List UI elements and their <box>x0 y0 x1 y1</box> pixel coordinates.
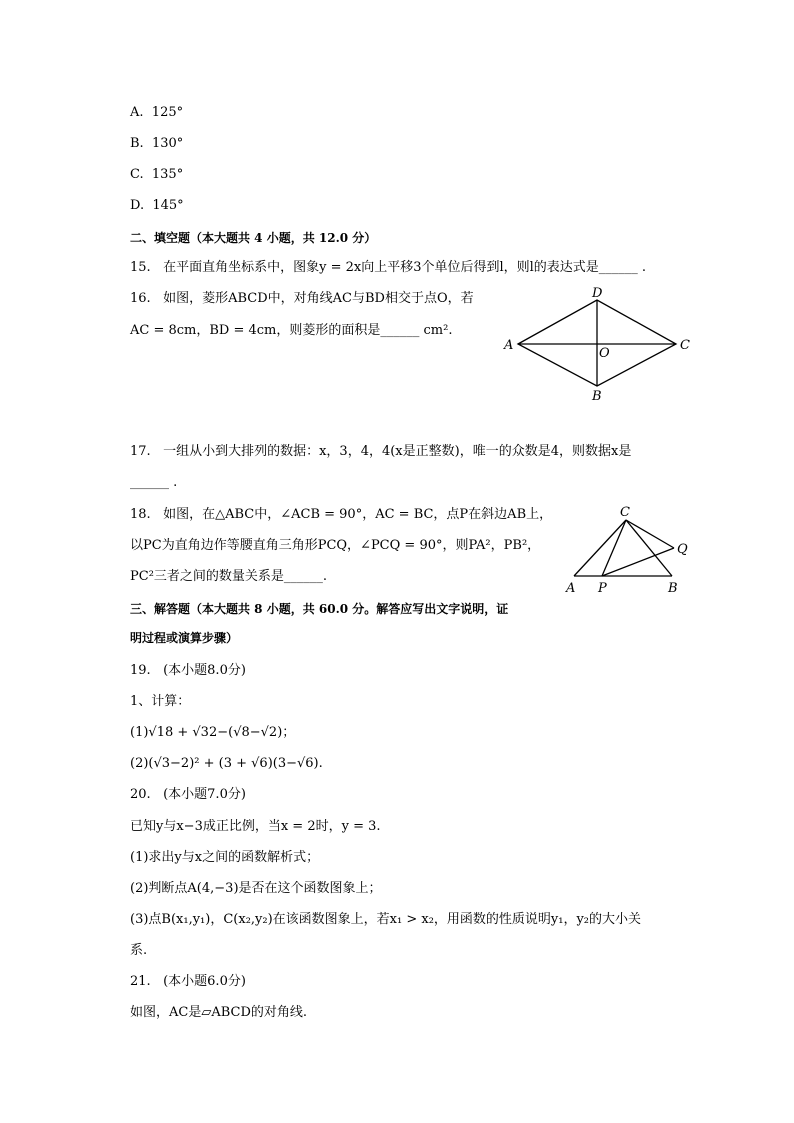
question-20-stem: 已知y与x−3成正比例，当x = 2时，y = 3. <box>130 819 381 834</box>
option-d-label: D. <box>130 198 145 213</box>
section-3-heading-line-2: 明过程或演算步骤） <box>130 631 239 645</box>
label-c: C <box>620 505 630 520</box>
question-19-number: 19. <box>130 663 151 678</box>
label-a: A <box>566 581 576 596</box>
question-19-header <box>130 662 246 680</box>
question-21-score: (本小题6.0分) <box>163 974 246 989</box>
question-18-text: 如图，在△ABC中，∠ACB = 90°，AC = BC，点P在斜边AB上， <box>163 507 553 522</box>
label-b: B <box>592 389 602 404</box>
option-c-label: C. <box>130 167 144 182</box>
question-21-number: 21. <box>130 974 151 989</box>
triangle-figure <box>560 504 700 600</box>
question-18-line-1 <box>130 506 552 524</box>
option-a <box>130 104 183 122</box>
question-20-number: 20. <box>130 787 151 802</box>
option-b-value: 130° <box>151 136 184 151</box>
question-17-number: 17. <box>130 444 151 459</box>
section-3-heading-line-1: 三、解答题（本大题共 8 小题，共 60.0 分。解答应写出文字说明，证 <box>130 602 509 616</box>
question-17-line-2: ______ . <box>130 475 178 490</box>
question-19-score: (本小题8.0分) <box>163 663 246 678</box>
label-a: A <box>504 338 514 353</box>
label-d: D <box>592 286 603 301</box>
question-16-number: 16. <box>130 291 151 306</box>
question-18-number: 18. <box>130 507 151 522</box>
option-b <box>130 135 183 153</box>
option-d-value: 145° <box>152 198 184 213</box>
option-b-label: B. <box>130 136 144 151</box>
option-c-value: 135° <box>151 167 184 182</box>
question-18-line-2: 以PC为直角边作等腰直角三角形PCQ，∠PCQ = 90°，则PA²，PB²， <box>130 538 541 553</box>
question-17-line-1 <box>130 443 631 461</box>
question-18-line-3: PC²三者之间的数量关系是______. <box>130 569 328 584</box>
option-a-label: A. <box>130 105 144 120</box>
question-16-text: 如图，菱形ABCD中，对角线AC与BD相交于点O，若 <box>163 291 474 306</box>
label-c: C <box>680 338 690 353</box>
question-20-header <box>130 786 246 804</box>
question-17-text: 一组从小到大排列的数据：x，3，4，4(x是正整数)，唯一的众数是4，则数据x是 <box>163 444 632 459</box>
question-20-part-2: (2)判断点A(4,−3)是否在这个函数图象上； <box>130 881 382 896</box>
question-16-line-1 <box>130 290 474 308</box>
segment-cb <box>626 520 672 576</box>
section-2-heading: 二、填空题（本大题共 4 小题，共 12.0 分） <box>130 231 377 245</box>
question-19-part-2: (2)(√3−2)² + (3 + √6)(3−√6). <box>130 756 323 771</box>
option-a-value: 125° <box>151 105 184 120</box>
label-b: B <box>668 581 678 596</box>
rhombus-figure <box>496 286 706 406</box>
option-d <box>130 197 184 215</box>
label-p: P <box>598 581 607 596</box>
question-20-score: (本小题7.0分) <box>163 787 246 802</box>
question-21-stem: 如图，AC是▱ABCD的对角线. <box>130 1005 308 1020</box>
label-q: Q <box>677 542 688 557</box>
question-16-line-2: AC = 8cm，BD = 4cm，则菱形的面积是______ cm². <box>130 323 453 338</box>
question-20-part-3-line-1: (3)点B(x₁,y₁)，C(x₂,y₂)在该函数图象上，若x₁ > x₂，用函数的性质说明y₁，y₂的大小关 <box>130 912 642 927</box>
question-15 <box>130 259 646 277</box>
question-21-header <box>130 973 246 991</box>
question-20-part-1: (1)求出y与x之间的函数解析式； <box>130 850 320 865</box>
question-15-number: 15. <box>130 260 151 275</box>
label-o: O <box>599 346 610 361</box>
option-c <box>130 166 183 184</box>
question-19-sub-heading: 1、计算： <box>130 694 191 709</box>
question-19-part-1: (1)√18 + √32−(√8−√2)； <box>130 725 296 740</box>
question-15-text: 在平面直角坐标系中，图象y = 2x向上平移3个单位后得到l，则l的表达式是______ . <box>163 260 647 275</box>
segment-ac <box>574 520 626 576</box>
segment-cq <box>626 520 674 548</box>
question-20-part-3-line-2: 系. <box>130 943 148 958</box>
